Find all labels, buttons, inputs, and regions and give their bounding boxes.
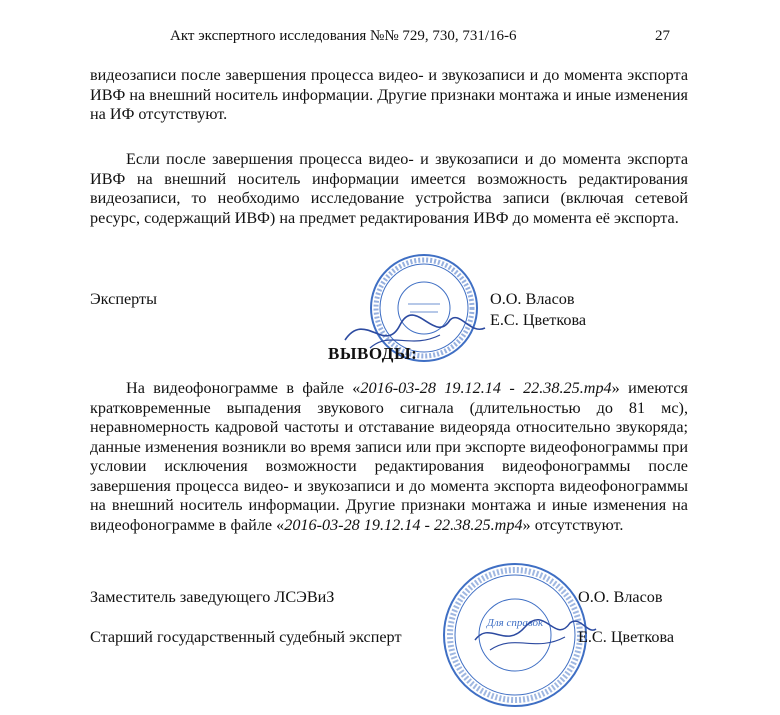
header-title: Акт экспертного исследования №№ 729, 730, 731/16-6 [170, 28, 517, 44]
paragraph-research-note-text: Если после завершения процесса видео- и звукозаписи и до момента экспорта ИВФ на внешний носитель информации имеется возможность редактирования видеозаписи, то необходимо исследование устройства записи (включая сетевой ресурс, содержащий ИВФ) на предмет редактирования ИВФ до момента её экспорта. [90, 150, 688, 227]
conclusion-text-1: На видеофонограмме в файле « [126, 379, 361, 397]
expert-name-1: О.О. Власов [490, 290, 575, 308]
signatory-role-2: Старший государственный судебный эксперт [90, 628, 402, 646]
expert-name-2: Е.С. Цветкова [490, 311, 587, 329]
conclusion-text-2: » имеются кратковременные выпадения звукового сигнала (длительностью до 81 мс), неравномерность кадровой частоты и отставание видеоряда относительно звукоряда; данные изменения возникли во время записи или при экспорте видеофонограммы при условии исключения возможности редактирования видеофонограммы после завершения процесса видео- и звукозаписи и до момента экспорта видеофонограммы на внешний носитель информации. Другие признаки монтажа и иные изменения на видеофонограмме в файле « [90, 379, 688, 534]
page-number: 27 [655, 28, 670, 44]
conclusion-file-2: 2016-03-28 19.12.14 - 22.38.25.mp4 [284, 515, 523, 534]
signatory-name-1: О.О. Власов [578, 588, 663, 606]
experts-label: Эксперты [90, 290, 158, 308]
conclusion-file-1: 2016-03-28 19.12.14 - 22.38.25.mp4 [360, 379, 612, 397]
conclusion-paragraph [90, 379, 688, 535]
page-header [0, 28, 780, 50]
stamp-inner-text: Для справок [486, 617, 544, 629]
paragraph-research-note [90, 150, 688, 228]
paragraph-continued: видеозаписи после завершения процесса видео- и звукозаписи и до момента экспорта ИВФ на внешний носитель информации. Другие признаки монтажа и иные изменения на ИФ отсутствуют. [90, 66, 688, 123]
conclusion-text-3: » отсутствуют. [522, 515, 624, 534]
conclusions-heading: ВЫВОДЫ: [328, 344, 418, 363]
signatory-name-2: Е.С. Цветкова [578, 628, 675, 646]
signatory-role-1: Заместитель заведующего ЛСЭВиЗ [90, 588, 335, 606]
